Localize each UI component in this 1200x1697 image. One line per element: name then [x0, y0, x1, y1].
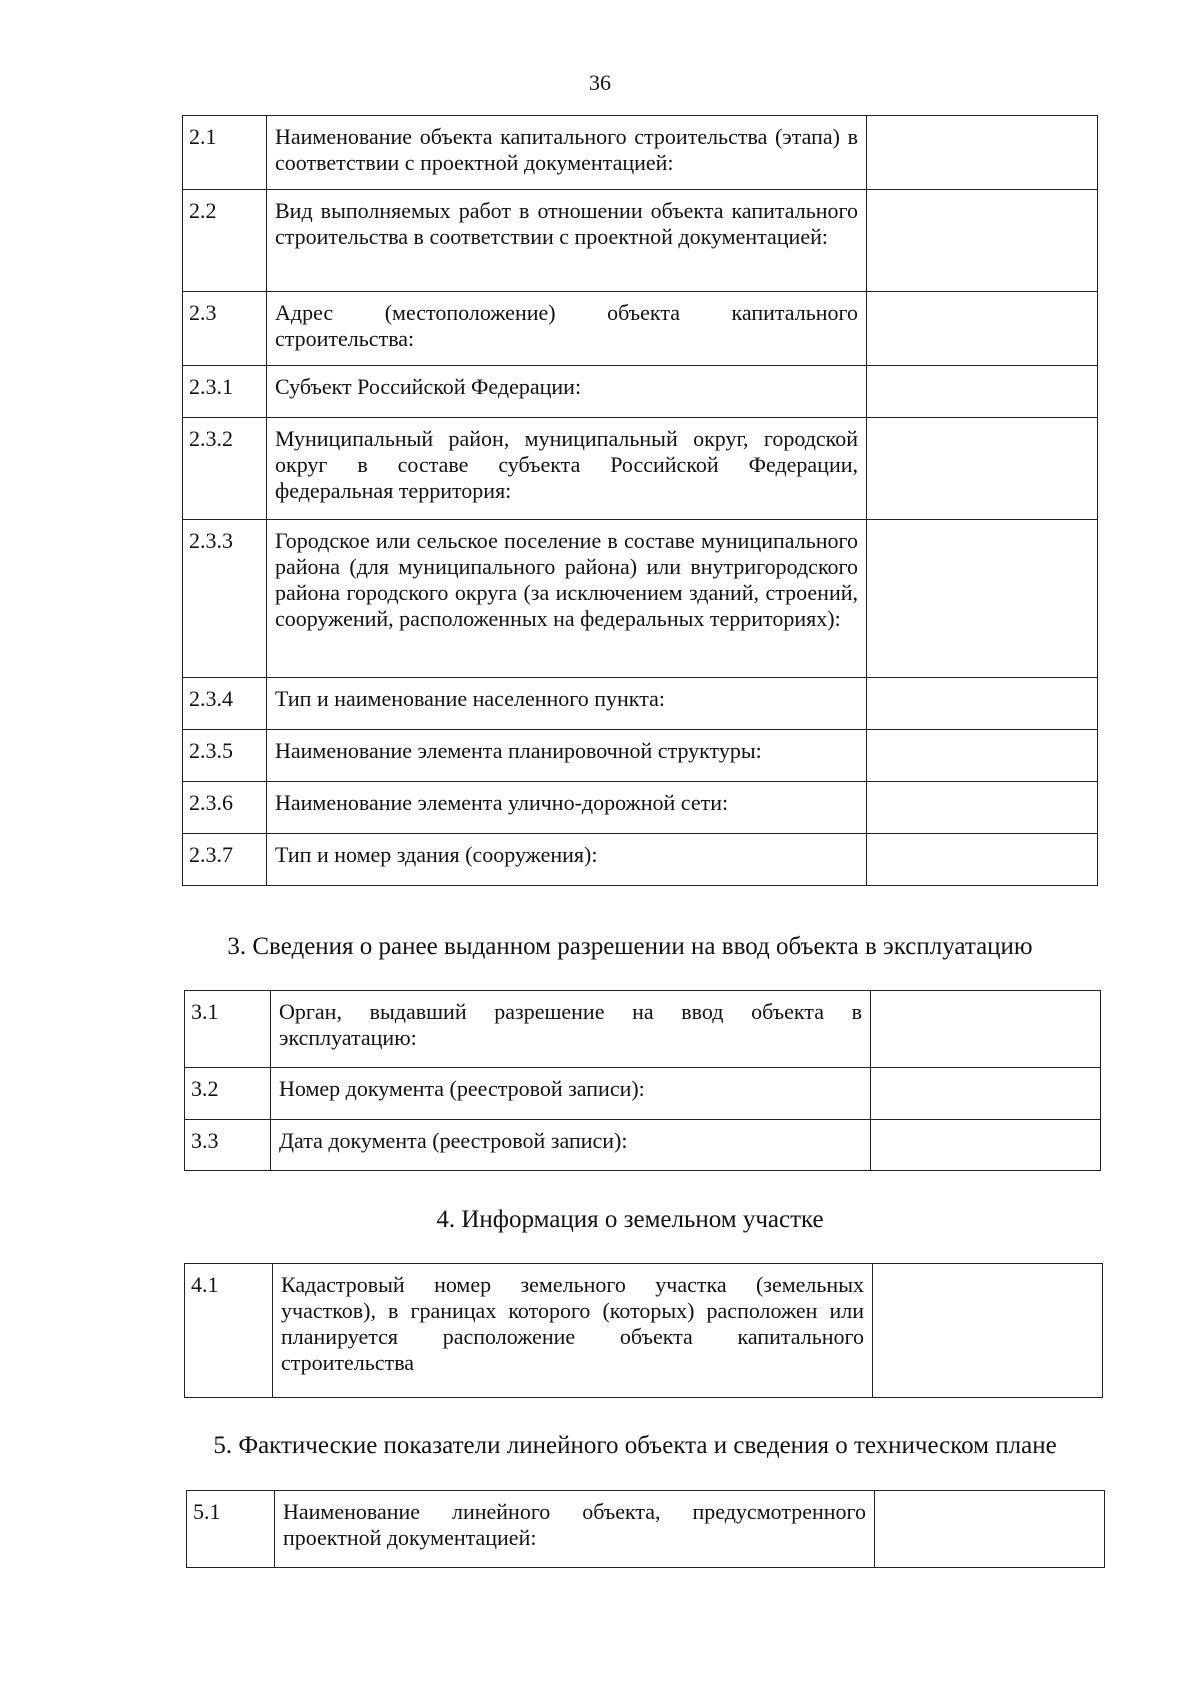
table-section-3	[184, 990, 1101, 1171]
table-row	[183, 190, 1098, 292]
row-number: 3.3	[185, 1120, 271, 1171]
table-row	[183, 366, 1098, 418]
row-value-field[interactable]	[867, 190, 1098, 292]
table-row	[185, 1264, 1103, 1398]
row-label: Тип и номер здания (сооружения):	[267, 834, 867, 886]
row-value-field[interactable]	[867, 782, 1098, 834]
row-number: 5.1	[187, 1491, 275, 1568]
table-section-4	[184, 1263, 1103, 1398]
row-value-field[interactable]	[867, 730, 1098, 782]
row-value-field[interactable]	[871, 991, 1101, 1068]
row-number: 4.1	[185, 1264, 273, 1398]
table-row	[183, 292, 1098, 366]
row-label: Городское или сельское поселение в составе муниципального района (для муниципального района) или внутригородского района городского округа (за исключением зданий, строений, сооружений, расположенных на федеральных территориях):	[267, 520, 867, 678]
section-4-heading: 4. Информация о земельном участке	[436, 1206, 824, 1233]
row-number: 2.3	[183, 292, 267, 366]
row-label: Наименование элемента улично-дорожной сети:	[267, 782, 867, 834]
row-number: 2.3.7	[183, 834, 267, 886]
row-number: 3.2	[185, 1068, 271, 1120]
table-row	[183, 678, 1098, 730]
row-number: 2.1	[183, 116, 267, 190]
row-label: Наименование линейного объекта, предусмотренного проектной документацией:	[275, 1491, 875, 1568]
table-row	[183, 782, 1098, 834]
row-value-field[interactable]	[871, 1120, 1101, 1171]
table-row	[183, 730, 1098, 782]
table-section-5	[186, 1490, 1105, 1568]
row-label: Адрес (местоположение) объекта капитального строительства:	[267, 292, 867, 366]
table-row	[185, 1120, 1101, 1171]
table-section-2	[182, 115, 1098, 886]
row-label: Наименование элемента планировочной структуры:	[267, 730, 867, 782]
row-number: 2.3.2	[183, 418, 267, 520]
row-number: 3.1	[185, 991, 271, 1068]
row-value-field[interactable]	[867, 366, 1098, 418]
row-label: Муниципальный район, муниципальный округ, городской округ в составе субъекта Российской Федерации, федеральная территория:	[267, 418, 867, 520]
row-label: Тип и наименование населенного пункта:	[267, 678, 867, 730]
row-label: Дата документа (реестровой записи):	[271, 1120, 871, 1171]
row-label: Кадастровый номер земельного участка (земельных участков), в границах которого (которых) расположен или планируется расположение объекта капитального строительства	[273, 1264, 873, 1398]
row-number: 2.3.3	[183, 520, 267, 678]
row-value-field[interactable]	[867, 678, 1098, 730]
table-row	[187, 1491, 1105, 1568]
row-number: 2.3.1	[183, 366, 267, 418]
row-label: Наименование объекта капитального строительства (этапа) в соответствии с проектной документацией:	[267, 116, 867, 190]
row-value-field[interactable]	[867, 834, 1098, 886]
page-number: 36	[589, 70, 611, 95]
table-row	[183, 520, 1098, 678]
row-number: 2.3.5	[183, 730, 267, 782]
row-number: 2.2	[183, 190, 267, 292]
row-value-field[interactable]	[871, 1068, 1101, 1120]
row-value-field[interactable]	[873, 1264, 1103, 1398]
table-row	[183, 418, 1098, 520]
table-row	[185, 1068, 1101, 1120]
section-5-heading: 5. Фактические показатели линейного объекта и сведения о техническом плане	[213, 1432, 1057, 1459]
row-number: 2.3.6	[183, 782, 267, 834]
row-label: Орган, выдавший разрешение на ввод объекта в эксплуатацию:	[271, 991, 871, 1068]
row-value-field[interactable]	[867, 418, 1098, 520]
table-row	[185, 991, 1101, 1068]
row-label: Номер документа (реестровой записи):	[271, 1068, 871, 1120]
row-value-field[interactable]	[867, 116, 1098, 190]
row-value-field[interactable]	[867, 292, 1098, 366]
row-label: Субъект Российской Федерации:	[267, 366, 867, 418]
row-label: Вид выполняемых работ в отношении объекта капитального строительства в соответствии с проектной документацией:	[267, 190, 867, 292]
row-value-field[interactable]	[875, 1491, 1105, 1568]
table-row	[183, 834, 1098, 886]
row-value-field[interactable]	[867, 520, 1098, 678]
section-3-heading: 3. Сведения о ранее выданном разрешении на ввод объекта в эксплуатацию	[227, 933, 1033, 960]
row-number: 2.3.4	[183, 678, 267, 730]
table-row	[183, 116, 1098, 190]
